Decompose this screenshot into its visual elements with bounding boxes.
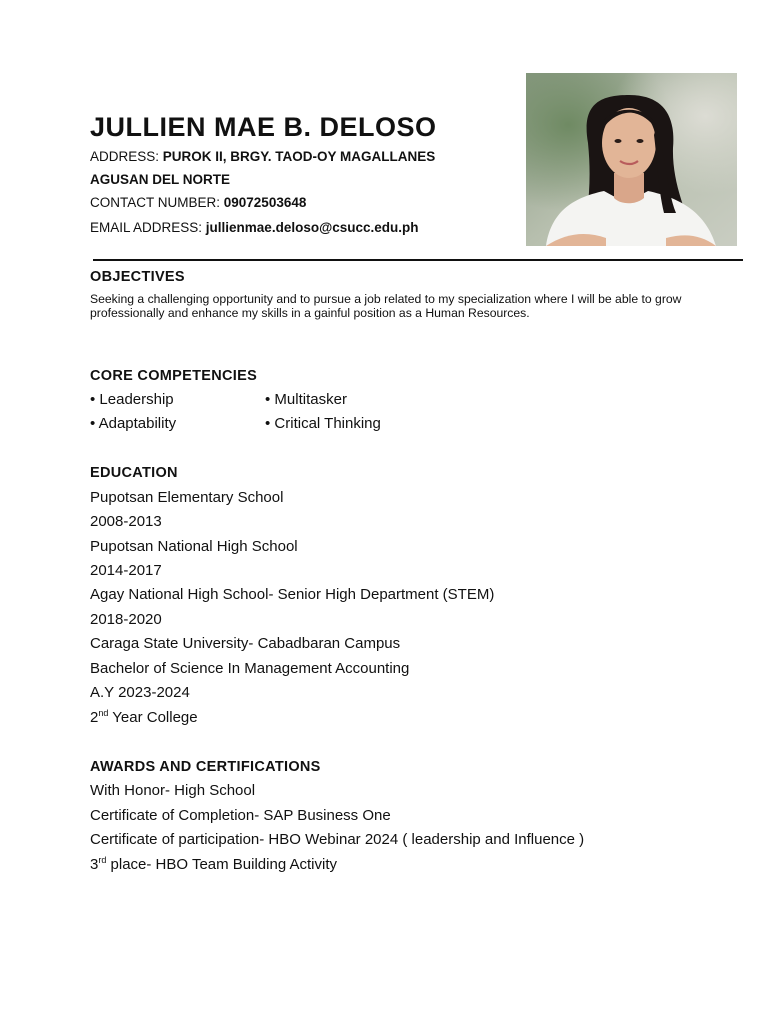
email-label: EMAIL ADDRESS: (90, 220, 206, 235)
education-line: Bachelor of Science In Management Accounting (90, 660, 410, 677)
year-level-number: 2 (90, 709, 99, 726)
year-level-suffix: nd (98, 708, 109, 718)
award-line: Certificate of Completion- SAP Business One (90, 807, 391, 824)
education-line: Pupotsan Elementary School (90, 489, 284, 506)
email-line (90, 219, 419, 237)
address-line-2 (90, 171, 230, 189)
education-line: 2008-2013 (90, 513, 162, 530)
objectives-text: Seeking a challenging opportunity and to pursue a job related to my specialization where I will be able to grow professionally and enhance my skills in a gainful position as a Human Resources. (90, 292, 682, 320)
email-value: jullienmae.deloso@csucc.edu.ph (205, 220, 419, 235)
award-place-text: place- HBO Team Building Activity (106, 856, 338, 873)
contact-number-label: CONTACT NUMBER: (90, 195, 224, 210)
competency-item: • Multitasker (265, 391, 347, 408)
profile-photo (526, 73, 737, 246)
competency-item: • Adaptability (90, 415, 177, 432)
year-level-line (90, 708, 198, 728)
address-value: PUROK II, BRGY. TAOD-OY MAGALLANES (162, 149, 436, 164)
education-line: Agay National High School- Senior High Department (STEM) (90, 586, 495, 603)
education-title: EDUCATION (90, 465, 178, 481)
award-place-suffix: rd (98, 855, 107, 865)
education-line: 2018-2020 (90, 611, 162, 628)
education-line: 2014-2017 (90, 562, 162, 579)
competency-item: • Critical Thinking (265, 415, 381, 432)
award-place-number: 3 (90, 856, 99, 873)
core-competencies-title: CORE COMPETENCIES (90, 368, 258, 384)
contact-number-line (90, 194, 306, 212)
applicant-name: JULLIEN MAE B. DELOSO (90, 112, 437, 142)
competency-item: • Leadership (90, 391, 174, 408)
education-line: Caraga State University- Cabadbaran Campus (90, 635, 401, 652)
address-value-2: AGUSAN DEL NORTE (90, 172, 231, 187)
education-line: Pupotsan National High School (90, 538, 298, 555)
year-level-text: Year College (108, 709, 198, 726)
address-label: ADDRESS: (90, 149, 163, 164)
objectives-title: OBJECTIVES (90, 269, 185, 285)
address-line (90, 148, 435, 166)
award-line: With Honor- High School (90, 782, 256, 799)
award-place-line (90, 855, 337, 875)
awards-title: AWARDS AND CERTIFICATIONS (90, 759, 321, 775)
header-divider (93, 259, 743, 261)
profile-photo-image (526, 73, 737, 246)
contact-number-value: 09072503648 (223, 195, 307, 210)
education-line: A.Y 2023-2024 (90, 684, 190, 701)
award-line: Certificate of participation- HBO Webinar 2024 ( leadership and Influence ) (90, 831, 585, 848)
